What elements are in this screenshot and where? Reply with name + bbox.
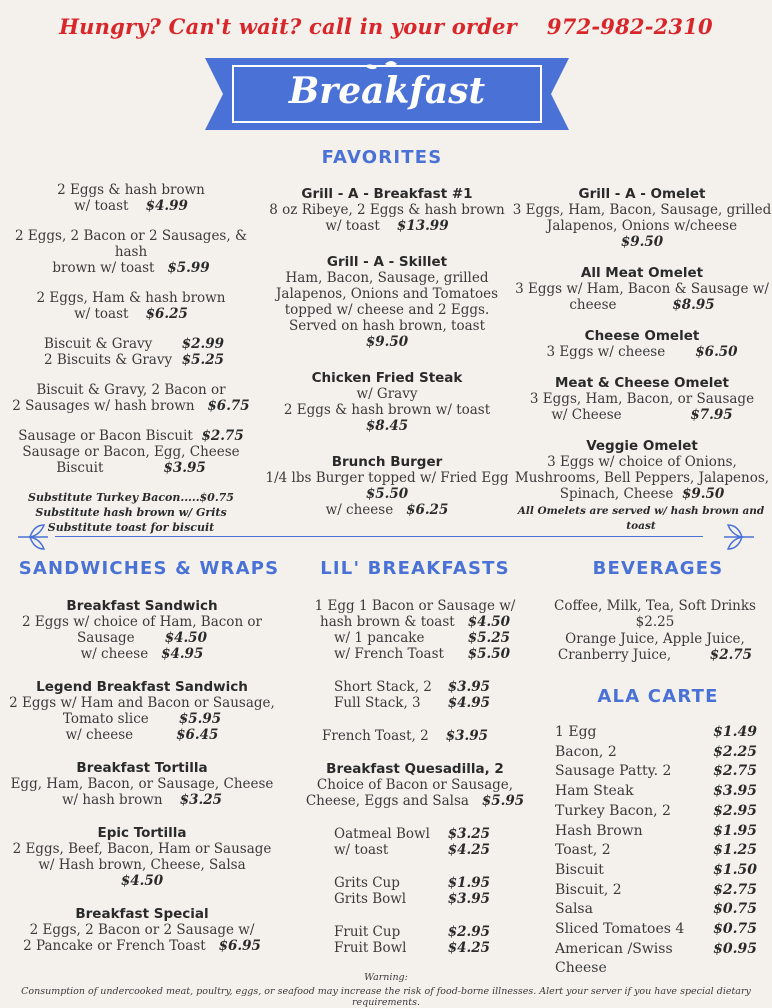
ala-carte-item-price: $0.95 — [713, 940, 757, 957]
ala-carte-row — [555, 900, 757, 920]
menu-item: French Toast, 2 $3.95 — [322, 728, 488, 744]
omelet-note: All Omelets are served w/ hash brown and toast — [517, 505, 765, 532]
ala-carte-item-name: American /Swiss Cheese — [555, 940, 673, 977]
leaf-ornament-left-icon — [16, 520, 50, 554]
ala-carte-item-name: Sliced Tomatoes 4 — [555, 921, 685, 938]
ala-carte-list — [555, 723, 757, 979]
menu-item: Chicken Fried Steak w/ Gravy 2 Eggs & hash brown w/ toast $8.45 — [283, 370, 491, 434]
ala-carte-item-price: $2.75 — [713, 763, 757, 780]
ala-carte-row — [555, 841, 757, 861]
ala-carte-item-price: $2.95 — [713, 802, 757, 819]
ala-carte-item-name: Toast, 2 — [555, 842, 611, 859]
ala-carte-item-name: Biscuit — [555, 861, 604, 878]
ala-carte-item-price: $3.95 — [713, 783, 757, 800]
menu-item: Breakfast Quesadilla, 2 Choice of Bacon or Sausage, Cheese, Eggs and Salsa $5.95 — [305, 761, 525, 809]
menu-item: Sausage or Bacon Biscuit $2.75 Sausage or Bacon, Egg, Cheese Biscuit $3.95 — [18, 428, 244, 476]
menu-item: All Meat Omelet 3 Eggs w/ Ham, Bacon & Sausage w/ cheese $8.95 — [515, 265, 769, 313]
ala-carte-row — [555, 723, 757, 743]
ala-carte-row — [555, 822, 757, 842]
ala-carte-item-name: Bacon, 2 — [555, 743, 617, 760]
ala-carte-item-price: $0.75 — [713, 901, 757, 918]
menu-item: Grill - A - Omelet 3 Eggs, Ham, Bacon, Sausage, grilled Jalapenos, Onions w/cheese $9.50 — [512, 186, 772, 250]
menu-item: Veggie Omelet 3 Eggs w/ choice of Onions, Mushrooms, Bell Peppers, Jalapenos, Spinach, Cheese $9.50 — [514, 438, 770, 502]
ala-carte-item-price: $2.25 — [713, 743, 757, 760]
phone-number[interactable]: 972-982-2310 — [546, 14, 713, 39]
menu-item: Short Stack, 2 $3.95 Full Stack, 3 $4.95 — [334, 679, 490, 711]
menu-item: 2 Eggs & hash brown w/ toast $4.99 — [57, 182, 205, 214]
ala-carte-item-price: $0.75 — [713, 921, 757, 938]
menu-item: Oatmeal Bowl $3.25 w/ toast $4.25 — [334, 826, 490, 858]
favorites-left-column — [0, 182, 262, 535]
menu-item: Breakfast Tortilla Egg, Ham, Bacon, or Sausage, Cheese w/ hash brown $3.25 — [10, 760, 274, 808]
beverages-list: Coffee, Milk, Tea, Soft Drinks $2.25 Orange Juice, Apple Juice, Cranberry Juice, $2.75 — [554, 598, 756, 663]
favorites-right-column — [512, 186, 772, 502]
menu-item: Grits Cup $1.95 Grits Bowl $3.95 — [334, 875, 490, 907]
menu-item: Grill - A - Breakfast #1 8 oz Ribeye, 2 Eggs & hash brown w/ toast $13.99 — [269, 186, 505, 234]
ala-carte-item-name: Biscuit, 2 — [555, 881, 622, 898]
ala-carte-item-price: $1.50 — [713, 861, 757, 878]
ala-carte-row — [555, 861, 757, 881]
call-in-header — [0, 14, 772, 39]
menu-item: Biscuit & Gravy, 2 Bacon or 2 Sausages w/ hash brown $6.75 — [12, 382, 250, 414]
ala-carte-item-name: Sausage Patty. 2 — [555, 763, 672, 780]
ala-carte-item-name: Turkey Bacon, 2 — [555, 802, 671, 819]
menu-item: Breakfast Special 2 Eggs, 2 Bacon or 2 Sausage w/ 2 Pancake or French Toast $6.95 — [23, 906, 261, 954]
menu-item: Biscuit & Gravy $2.99 2 Biscuits & Gravy $5.25 — [44, 336, 224, 368]
ala-carte-item-name: 1 Egg — [555, 724, 597, 740]
substitutions-note: Substitute Turkey Bacon.....$0.75 Substitute hash brown w/ Grits Substitute toast for biscuit — [28, 491, 234, 534]
ala-carte-item-name: Hash Brown — [555, 822, 643, 839]
lil-breakfasts-title: LIL' BREAKFASTS — [320, 558, 510, 579]
warning-text: Consumption of undercooked meat, poultry, eggs, or seafood may increase the risk of food-borne illnesses. Alert your server if you have special dietary requirements. — [21, 986, 751, 1008]
warning-label: Warning: — [364, 972, 408, 983]
lil-breakfasts-column — [298, 598, 532, 956]
menu-item: Legend Breakfast Sandwich 2 Eggs w/ Ham and Bacon or Sausage, Tomato slice $5.95 w/ cheese $6.45 — [9, 679, 275, 743]
ala-carte-row — [555, 743, 757, 763]
sandwiches-column — [0, 598, 284, 954]
menu-item: 1 Egg 1 Bacon or Sausage w/ hash brown & toast $4.50 w/ 1 pancake $5.25 w/ French Toast $5.50 — [314, 598, 516, 662]
ala-carte-title: ALA CARTE — [597, 686, 719, 707]
sandwiches-title: SANDWICHES & WRAPS — [18, 558, 280, 579]
menu-item: 2 Eggs, Ham & hash brown w/ toast $6.25 — [36, 290, 226, 322]
menu-item: Meat & Cheese Omelet 3 Eggs, Ham, Bacon, or Sausage w/ Cheese $7.95 — [529, 375, 755, 423]
section-divider — [55, 536, 703, 537]
ala-carte-item-price: $1.25 — [713, 842, 757, 859]
menu-item: Brunch Burger 1/4 lbs Burger topped w/ Fried Egg $5.50 w/ cheese $6.25 — [265, 454, 509, 518]
menu-item: 2 Eggs, 2 Bacon or 2 Sausages, & hash brown w/ toast $5.99 — [15, 228, 247, 276]
menu-item: Fruit Cup $2.95 Fruit Bowl $4.25 — [334, 924, 490, 956]
favorites-middle-column — [258, 186, 516, 518]
menu-item: Breakfast Sandwich 2 Eggs w/ choice of Ham, Bacon or Sausage $4.50 w/ cheese $4.95 — [21, 598, 263, 662]
ala-carte-item-name: Salsa — [555, 901, 593, 918]
ala-carte-row — [555, 920, 757, 940]
ala-carte-row — [555, 881, 757, 901]
menu-item: Epic Tortilla 2 Eggs, Beef, Bacon, Ham or Sausage w/ Hash brown, Cheese, Salsa $4.50 — [12, 825, 272, 889]
leaf-ornament-right-icon — [722, 520, 756, 554]
favorites-title: FAVORITES — [321, 147, 443, 168]
banner-title: Breakfast — [288, 70, 486, 112]
menu-item: Grill - A - Skillet Ham, Bacon, Sausage, grilled Jalapenos, Onions and Tomatoes topped w/ cheese and 2 Eggs. Served on hash brown, toast $9.50 — [276, 254, 498, 350]
ala-carte-item-price: $2.75 — [713, 881, 757, 898]
tagline: Hungry? Can't wait? call in your order — [59, 14, 517, 39]
ala-carte-row — [555, 802, 757, 822]
ala-carte-item-name: Ham Steak — [555, 783, 634, 800]
ala-carte-row — [555, 782, 757, 802]
beverages-title: BEVERAGES — [592, 558, 724, 579]
ala-carte-row — [555, 762, 757, 782]
menu-item: Cheese Omelet 3 Eggs w/ cheese $6.50 — [546, 328, 738, 360]
ala-carte-item-price: $1.49 — [713, 724, 757, 740]
ala-carte-item-price: $1.95 — [713, 822, 757, 839]
